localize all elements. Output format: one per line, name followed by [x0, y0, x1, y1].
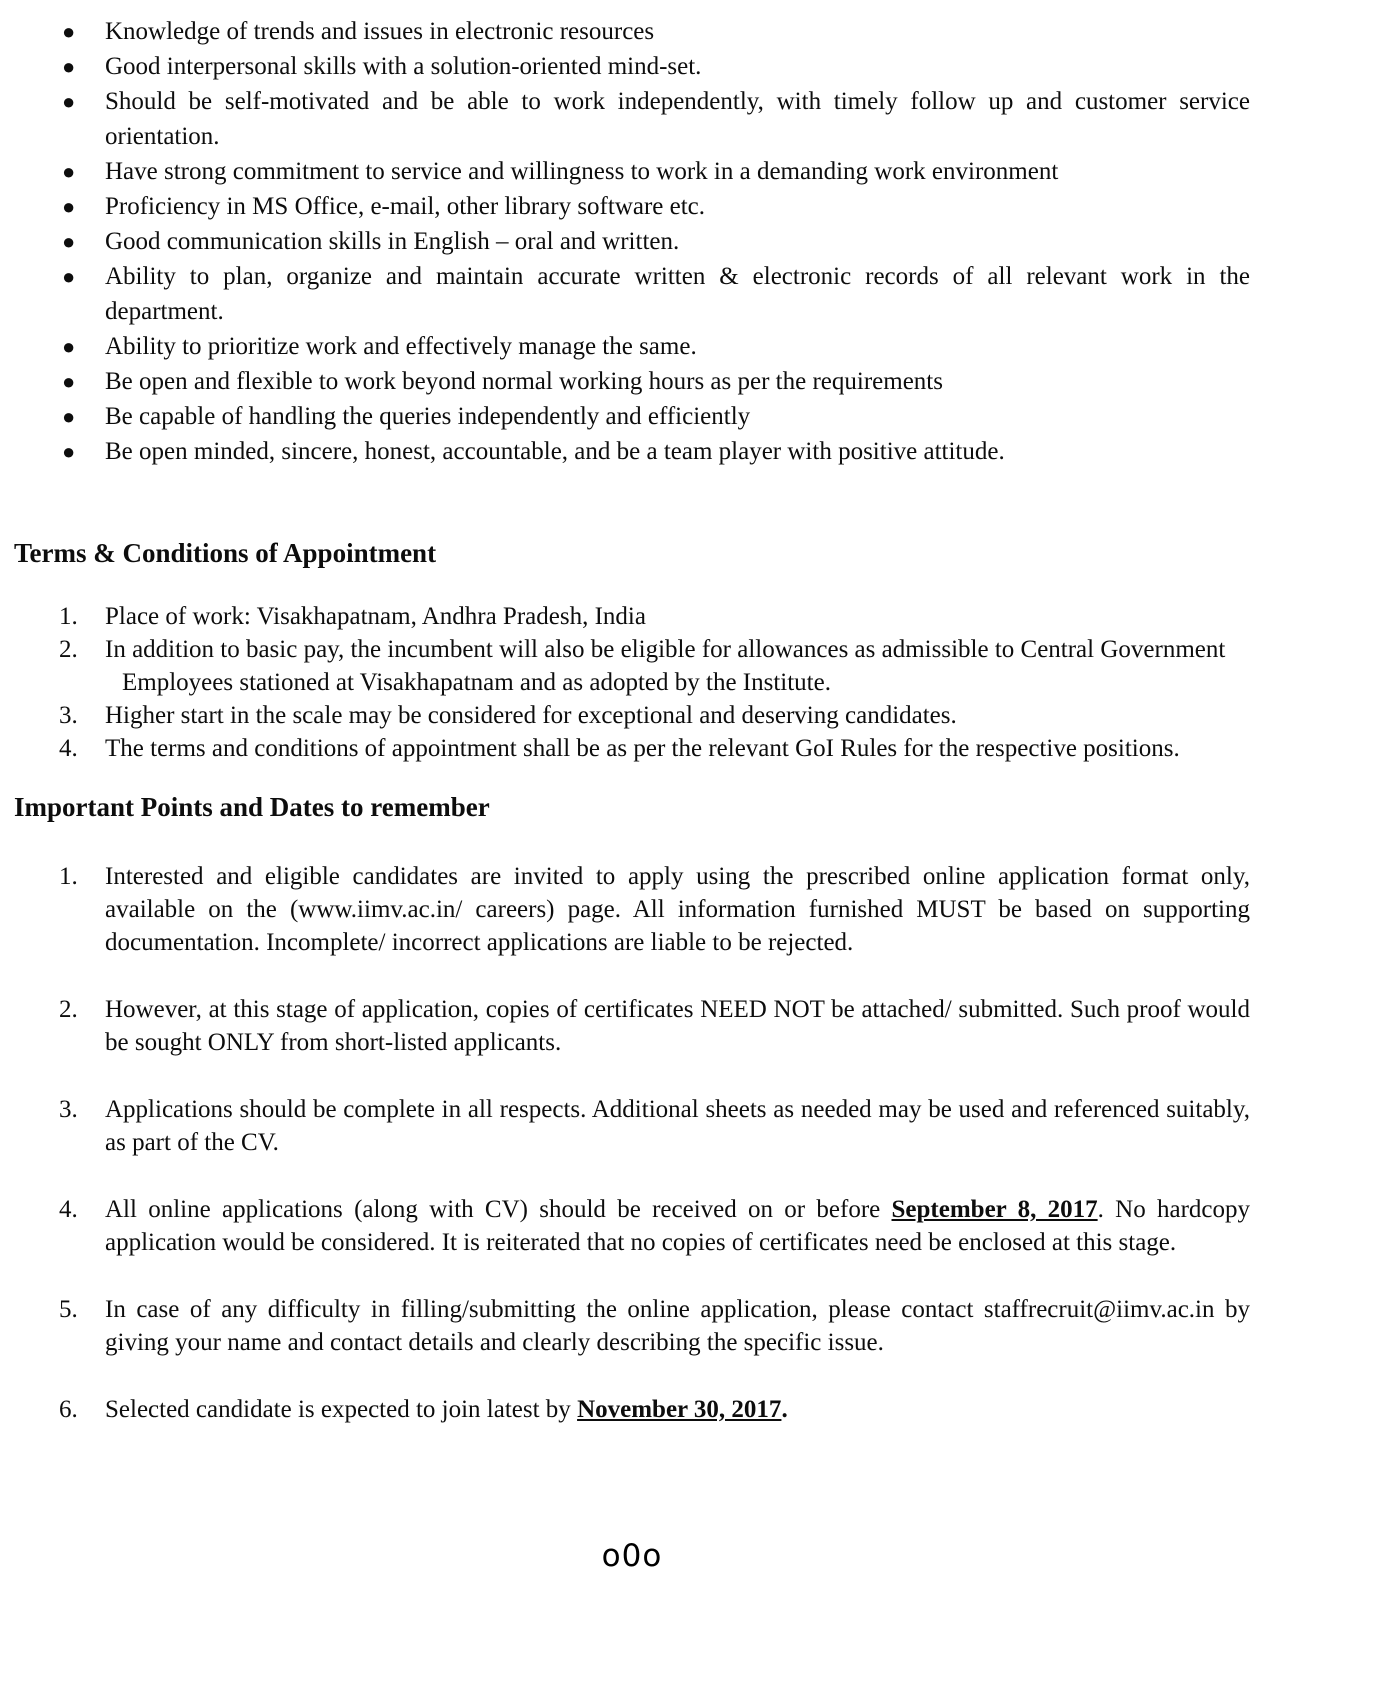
item-number: 1.: [59, 863, 78, 890]
bullet-icon: ●: [62, 264, 76, 289]
item-text: Higher start in the scale may be considered for exceptional and deserving candidates.: [105, 702, 957, 729]
bullet-icon: ●: [62, 159, 76, 184]
important-item: [14, 860, 1250, 959]
term-item: [14, 633, 1250, 699]
item-number: 3.: [59, 1096, 78, 1123]
item-text: Applications should be complete in all respects. Additional sheets as needed may be used and referenced suitably, as part of the CV.: [105, 1096, 1250, 1156]
bullet-item: [14, 189, 1250, 224]
bullet-icon: ●: [62, 89, 76, 114]
important-item: [14, 1393, 1250, 1426]
item-text: . No hardcopy application would be considered. It is reiterated that no copies of certificates need be enclosed at this stage.: [105, 1196, 1250, 1256]
bullet-text: Ability to prioritize work and effectively manage the same.: [105, 333, 697, 360]
item-text: The terms and conditions of appointment shall be as per the relevant GoI Rules for the respective positions.: [105, 735, 1180, 762]
bullet-item: [14, 329, 1250, 364]
important-item: [14, 993, 1250, 1059]
item-text: In addition to basic pay, the incumbent will also be eligible for allowances as admissible to Central Government Employees stationed at Visakhapatnam and as adopted by the Institute.: [105, 636, 1226, 696]
bullet-icon: ●: [62, 404, 76, 429]
item-text: In case of any difficulty in filling/submitting the online application, please contact staffrecruit@iimv.ac.in by giving your name and contact details and clearly describing the specific issue.: [105, 1296, 1250, 1356]
requirements-list: [14, 14, 1250, 469]
bullet-item: [14, 14, 1250, 49]
item-number: 3.: [59, 702, 78, 729]
bullet-item: [14, 434, 1250, 469]
bullet-text: Good interpersonal skills with a solution-oriented mind-set.: [105, 53, 702, 80]
bullet-item: [14, 224, 1250, 259]
bullet-text: Ability to plan, organize and maintain accurate written & electronic records of all relevant work in the department.: [105, 263, 1250, 325]
item-text: Interested and eligible candidates are invited to apply using the prescribed online application format only, available on the (www.iimv.ac.in/ careers) page. All information furnished MUST be based on supporting documentation. Incomplete/ incorrect applications are liable to be rejected.: [105, 863, 1250, 956]
bullet-text: Knowledge of trends and issues in electronic resources: [105, 18, 655, 45]
term-item: [14, 732, 1250, 765]
bullet-item: [14, 49, 1250, 84]
item-text: All online applications (along with CV) should be received on or before: [105, 1196, 892, 1223]
item-text: .: [781, 1396, 788, 1423]
item-number: 1.: [59, 603, 78, 630]
item-number: 2.: [59, 996, 78, 1023]
item-number: 5.: [59, 1296, 78, 1323]
bullet-icon: ●: [62, 19, 76, 44]
bullet-icon: ●: [62, 54, 76, 79]
term-item: [14, 600, 1250, 633]
bullet-text: Should be self-motivated and be able to work independently, with timely follow up and customer service orientation.: [105, 88, 1250, 150]
deadline-date: September 8, 2017: [891, 1196, 1098, 1223]
bullet-text: Be open minded, sincere, honest, accountable, and be a team player with positive attitude.: [105, 438, 1005, 465]
bullet-item: [14, 84, 1250, 154]
important-item: [14, 1293, 1250, 1359]
important-item: [14, 1093, 1250, 1159]
item-number: 4.: [59, 1196, 78, 1223]
bullet-icon: ●: [62, 334, 76, 359]
bullet-text: Good communication skills in English – oral and written.: [105, 228, 680, 255]
item-number: 4.: [59, 735, 78, 762]
bullet-text: Have strong commitment to service and willingness to work in a demanding work environment: [105, 158, 1059, 185]
item-text: Selected candidate is expected to join latest by: [105, 1396, 578, 1423]
important-heading: Important Points and Dates to remember: [14, 792, 490, 822]
item-text: Place of work: Visakhapatnam, Andhra Pradesh, India: [105, 603, 646, 630]
bullet-text: Be open and flexible to work beyond normal working hours as per the requirements: [105, 368, 943, 395]
bullet-icon: ●: [62, 369, 76, 394]
bullet-item: [14, 259, 1250, 329]
bullet-text: Be capable of handling the queries independently and efficiently: [105, 403, 751, 430]
bullet-item: [14, 364, 1250, 399]
footer-mark: o0o: [601, 1538, 663, 1574]
item-number: 6.: [59, 1396, 78, 1423]
bullet-icon: ●: [62, 439, 76, 464]
bullet-icon: ●: [62, 194, 76, 219]
item-number: 2.: [59, 636, 78, 663]
term-item: [14, 699, 1250, 732]
join-date: November 30, 2017: [577, 1396, 782, 1423]
terms-heading: Terms & Conditions of Appointment: [14, 538, 437, 568]
bullet-text: Proficiency in MS Office, e-mail, other library software etc.: [105, 193, 706, 220]
important-list: [14, 860, 1250, 1426]
bullet-item: [14, 399, 1250, 434]
bullet-icon: ●: [62, 229, 76, 254]
terms-list: [14, 600, 1250, 765]
bullet-item: [14, 154, 1250, 189]
important-item: [14, 1193, 1250, 1259]
item-text: However, at this stage of application, copies of certificates NEED NOT be attached/ submitted. Such proof would be sought ONLY from short-listed applicants.: [105, 996, 1250, 1056]
